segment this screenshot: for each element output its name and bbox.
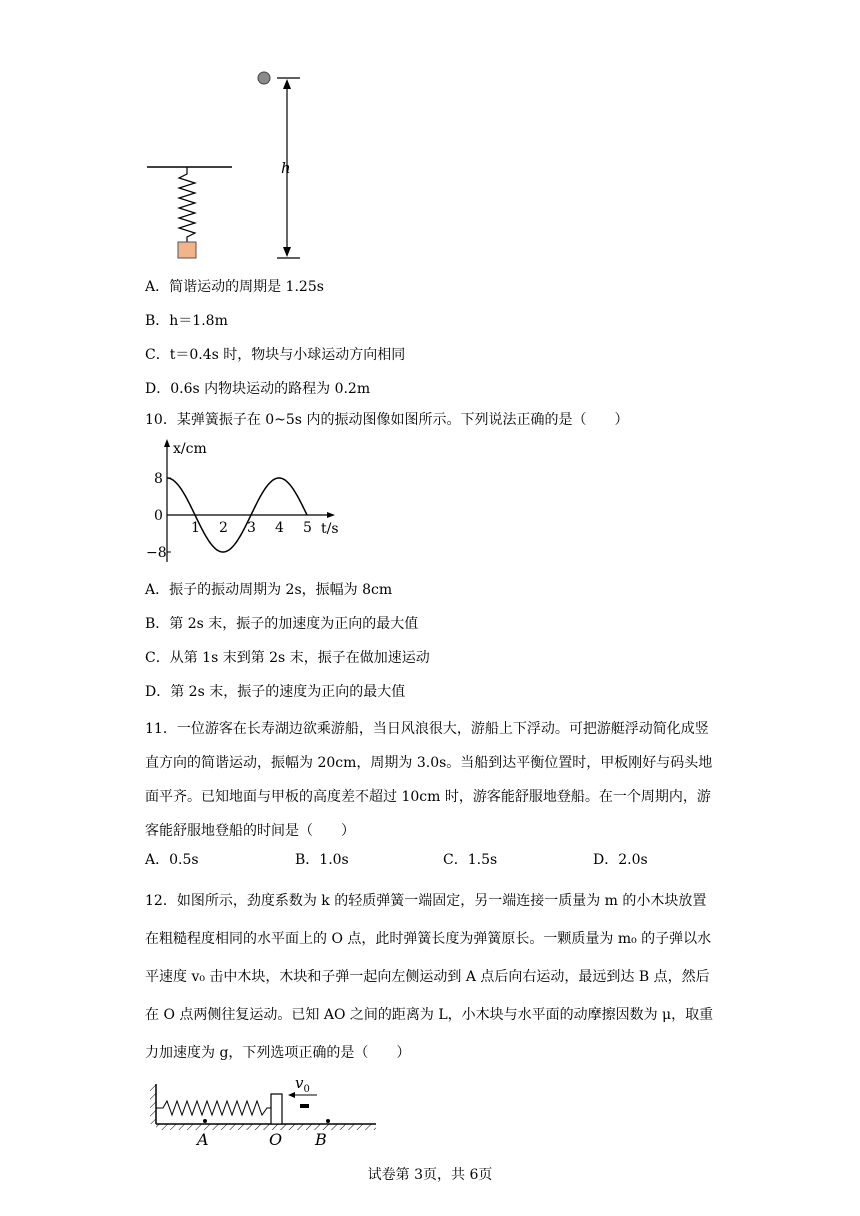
bullet bbox=[300, 1104, 309, 1108]
q11-option-b: B．1.0s bbox=[295, 852, 349, 868]
q10-option-b: B．第 2s 末，振子的加速度为正向的最大值 bbox=[145, 616, 419, 632]
point-o-label: O bbox=[269, 1130, 283, 1149]
page-footer: 试卷第 3页，共 6页 bbox=[367, 1167, 493, 1183]
q10-stem: 10．某弹簧振子在 0~5s 内的振动图像如图所示。下列说法正确的是（ ） bbox=[145, 412, 629, 428]
x-tick-labels bbox=[191, 520, 312, 536]
x-tick-label: 1 bbox=[191, 520, 200, 536]
x-tick-label: 2 bbox=[219, 520, 228, 536]
spring-ball-figure bbox=[140, 62, 320, 267]
velocity-label: $v_0$ bbox=[295, 1074, 310, 1095]
q9-option-a: A．简谐运动的周期是 1.25s bbox=[145, 279, 324, 295]
spring bbox=[156, 1101, 271, 1115]
point-b-label: B bbox=[315, 1130, 327, 1149]
y-tick-label: 8 bbox=[154, 471, 163, 487]
x-tick-label: 3 bbox=[247, 520, 256, 536]
block bbox=[178, 242, 196, 258]
q10-option-a: A．振子的振动周期为 2s，振幅为 8cm bbox=[145, 582, 393, 598]
ground bbox=[156, 1124, 376, 1130]
point-a-label: A bbox=[197, 1130, 209, 1149]
q10-option-d: D．第 2s 末，振子的速度为正向的最大值 bbox=[145, 684, 406, 700]
q11-option-a: A．0.5s bbox=[145, 852, 199, 868]
y-axis-arrow bbox=[164, 439, 170, 447]
ball bbox=[258, 72, 270, 84]
oscillation-chart bbox=[145, 436, 375, 566]
y-tick-label: 0 bbox=[154, 508, 163, 524]
x-axis-label: t/s bbox=[321, 521, 339, 537]
q9-option-d: D．0.6s 内物块运动的路程为 0.2m bbox=[145, 381, 371, 397]
h-label: h bbox=[281, 159, 291, 177]
y-tick-label: −8 bbox=[146, 545, 167, 561]
q12-stem: 12．如图所示，劲度系数为 k 的轻质弹簧一端固定，另一端连接一质量为 m 的小木块放置在粗糙程度相同的水平面上的 O 点，此时弹簧长度为弹簧原长。一颗质量为 m₀ 的子弹以水平速度 v₀ 击中木块，木块和子弹一起向左侧运动到 A 点后向右运动，最远到达 B 点，然后在 O 点两侧往复运动。已知 AO 之间的距离为 L，小木块与水平面的动摩擦因数为 μ，取重力加速度为 g，下列选项正确的是（ ） bbox=[145, 893, 714, 1061]
wood-block bbox=[271, 1094, 282, 1124]
x-axis-arrow bbox=[327, 512, 335, 518]
point-b-dot bbox=[326, 1119, 330, 1123]
q9-option-c: C．t＝0.4s 时，物块与小球运动方向相同 bbox=[145, 347, 406, 363]
wall bbox=[150, 1084, 156, 1124]
q9-option-b: B．h＝1.8m bbox=[145, 313, 228, 329]
spring-block-bullet-figure bbox=[145, 1070, 385, 1150]
q11-stem: 11．一位游客在长寿湖边欲乘游船，当日风浪很大，游船上下浮动。可把游艇浮动简化成竖直方向的简谐运动，振幅为 20cm，周期为 3.0s。当船到达平衡位置时，甲板刚好与码头地面平齐。已知地面与甲板的高度差不超过 10cm 时，游客能舒服地登船。在一个周期内，游客能舒服地登船的时间是（ ） bbox=[145, 721, 713, 839]
point-a-dot bbox=[203, 1119, 207, 1123]
q11-option-c: C．1.5s bbox=[443, 852, 498, 868]
x-tick-label: 5 bbox=[303, 520, 312, 536]
x-tick-label: 4 bbox=[275, 520, 284, 536]
q11-option-d: D．2.0s bbox=[593, 852, 648, 868]
spring bbox=[179, 167, 195, 242]
y-axis-label: x/cm bbox=[173, 441, 207, 457]
q10-option-c: C．从第 1s 末到第 2s 末，振子在做加速运动 bbox=[145, 650, 430, 666]
